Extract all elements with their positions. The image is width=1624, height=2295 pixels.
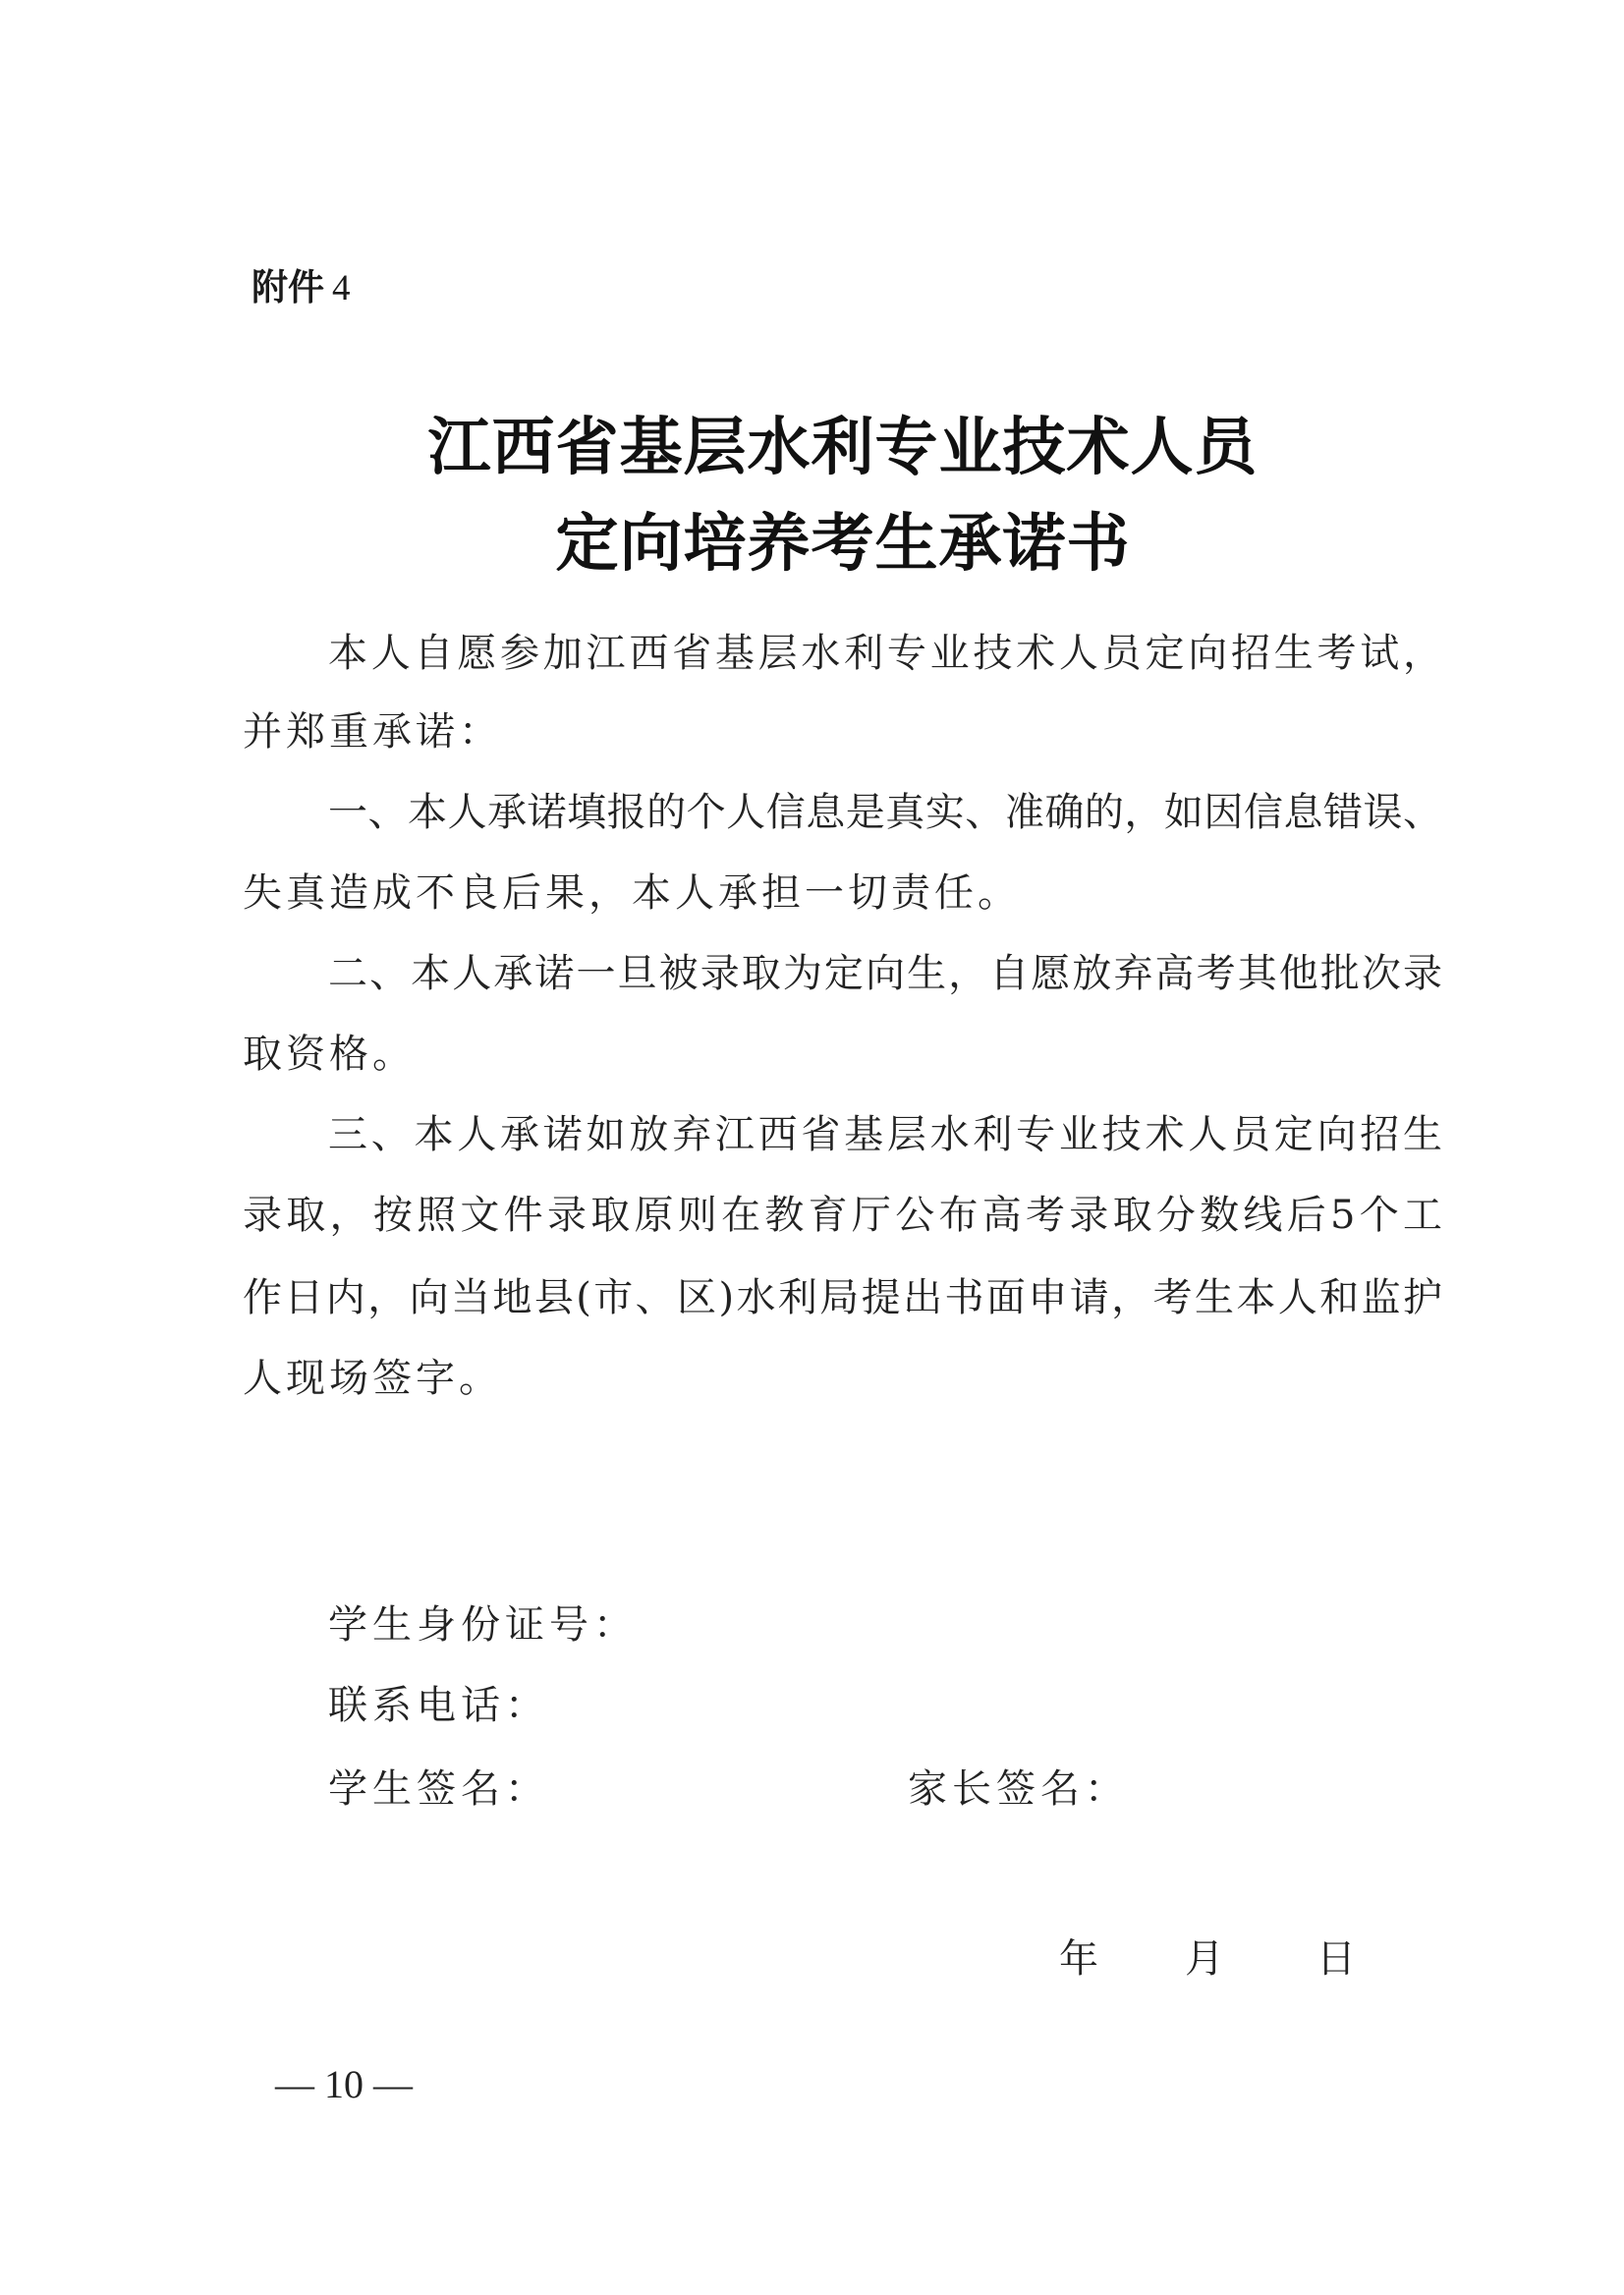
date-month: 月 [1185,1936,1224,1982]
date-year: 年 [1059,1936,1098,1982]
student-signature-label: 学生签名： [328,1766,549,1812]
body-line: 取资格。 [243,1032,416,1077]
attachment-text: 附件 [252,266,324,308]
body-line: 本人自愿参加江西省基层水利专业技术人员定向招生考试， [328,631,1442,676]
attachment-label [252,257,351,310]
body-line: 人现场签字。 [243,1356,502,1401]
body-line: 三、本人承诺如放弃江西省基层水利专业技术人员定向招生 [328,1112,1442,1157]
body-line: 作日内，向当地县(市、区)水利局提出书面申请，考生本人和监护 [243,1275,1442,1320]
attachment-number: 4 [332,268,351,308]
document-title-line1: 江西省基层水利专业技术人员 [427,412,1259,484]
body-line: 失真造成不良后果，本人承担一切责任。 [243,870,1021,916]
phone-label: 联系电话： [328,1683,549,1728]
page-number: — 10 — [275,2062,413,2106]
parent-signature-label: 家长签名： [908,1766,1129,1812]
body-line: 录取，按照文件录取原则在教育厅公布高考录取分数线后5个工 [243,1193,1442,1238]
body-line: 并郑重承诺： [243,709,502,755]
body-line: 二、本人承诺一旦被录取为定向生，自愿放弃高考其他批次录 [328,951,1442,996]
date-day: 日 [1316,1936,1356,1982]
student-id-label: 学生身份证号： [328,1602,638,1648]
body-line: 一、本人承诺填报的个人信息是真实、准确的，如因信息错误、 [328,790,1442,835]
document-title-line2: 定向培养考生承诺书 [555,508,1131,581]
